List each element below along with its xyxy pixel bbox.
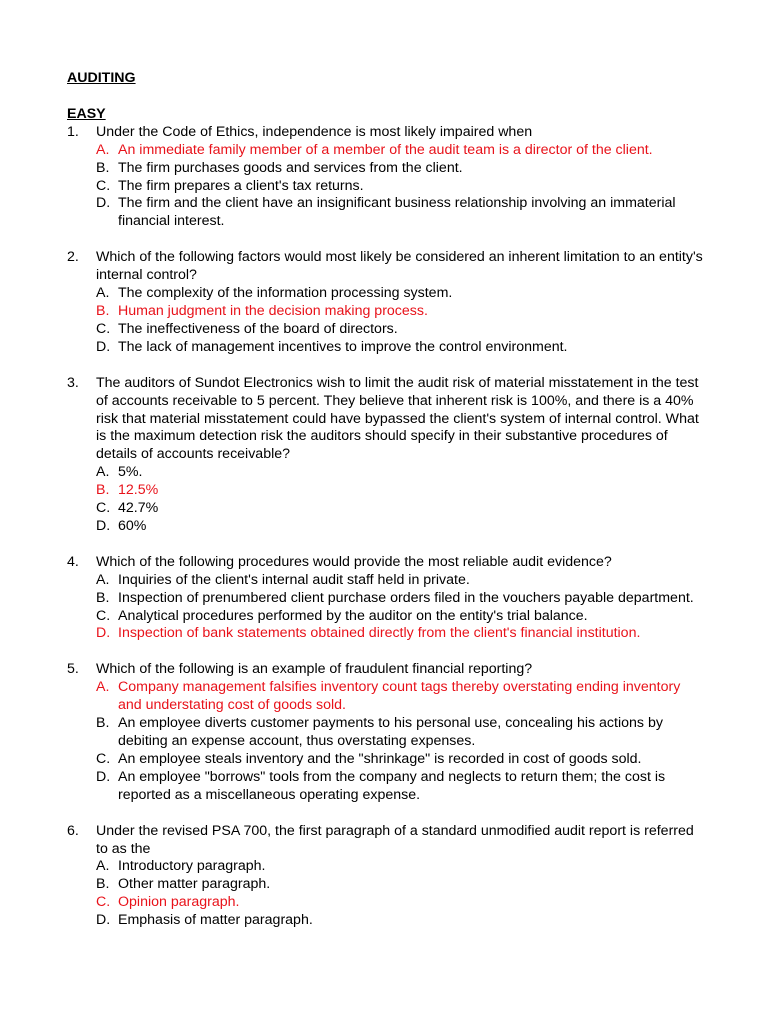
question-number: 5.	[67, 661, 79, 678]
question-item	[67, 554, 707, 644]
option-letter: B.	[96, 589, 110, 606]
answer-option	[96, 518, 707, 536]
option-text: Inspection of bank statements obtained directly from the client's financial institution.	[118, 625, 641, 642]
answer-options	[96, 858, 707, 930]
option-text: An employee "borrows" tools from the company and neglects to return them; the cost is reported as a miscellaneous operating expense.	[118, 768, 666, 803]
question-item	[67, 823, 707, 930]
option-text: The firm prepares a client's tax returns.	[118, 177, 364, 194]
option-text: An employee diverts customer payments to his personal use, concealing his actions by debiting an expense account, thus overstating expenses.	[118, 715, 663, 749]
option-letter: D.	[96, 195, 111, 212]
option-letter: C.	[96, 750, 111, 767]
answer-option	[96, 912, 707, 930]
option-text: 5%.	[118, 464, 143, 481]
answer-option	[96, 769, 707, 805]
option-letter: B.	[96, 876, 110, 893]
answer-option	[96, 590, 707, 608]
answer-option	[96, 500, 707, 518]
option-letter: C.	[96, 607, 111, 624]
answer-option-correct	[96, 679, 707, 715]
answer-option	[96, 178, 707, 196]
question-text: The auditors of Sundot Electronics wish to limit the audit risk of material misstatement in the test of accounts receivable to 5 percent. They believe that inherent risk is 100%, and there is a 40% risk that material misstatement could have bypassed the client's system of internal control. What is the maximum detection risk the auditors should specify in their substantive procedures of details of accounts receivable?	[96, 374, 699, 463]
question-number: 3.	[67, 374, 79, 391]
option-text: Company management falsifies inventory count tags thereby overstating ending inventory and understating cost of goods sold.	[118, 679, 681, 714]
option-letter: C.	[96, 500, 111, 517]
answer-option	[96, 608, 707, 626]
option-text: Opinion paragraph.	[118, 894, 240, 911]
option-text: The ineffectiveness of the board of directors.	[118, 320, 398, 337]
question-list	[67, 124, 707, 930]
option-text: The complexity of the information processing system.	[118, 285, 453, 302]
option-text: Introductory paragraph.	[118, 858, 266, 875]
answer-options	[96, 572, 707, 644]
option-text: 42.7%	[118, 500, 159, 517]
question-text: Which of the following is an example of fraudulent financial reporting?	[96, 661, 533, 678]
option-letter: A.	[96, 285, 110, 302]
option-letter: A.	[96, 858, 110, 875]
answer-option	[96, 751, 707, 769]
answer-option	[96, 195, 707, 231]
option-letter: D.	[96, 625, 111, 642]
question-item	[67, 249, 707, 356]
option-letter: C.	[96, 320, 111, 337]
option-letter: A.	[96, 571, 110, 588]
option-letter: C.	[96, 177, 111, 194]
option-letter: A.	[96, 464, 110, 481]
option-letter: B.	[96, 482, 110, 499]
answer-option	[96, 160, 707, 178]
answer-option	[96, 858, 707, 876]
answer-option	[96, 285, 707, 303]
question-text: Under the Code of Ethics, independence is most likely impaired when	[96, 123, 533, 140]
question-item	[67, 375, 707, 536]
option-text: Other matter paragraph.	[118, 876, 271, 893]
option-text: An immediate family member of a member of the audit team is a director of the client.	[118, 141, 653, 158]
option-text: 12.5%	[118, 482, 159, 499]
option-text: The lack of management incentives to improve the control environment.	[118, 338, 568, 355]
question-text: Which of the following procedures would provide the most reliable audit evidence?	[96, 553, 612, 570]
answer-option-correct	[96, 625, 707, 643]
section-heading: EASY	[67, 105, 106, 122]
question-text: Under the revised PSA 700, the first paragraph of a standard unmodified audit report is referred to as the	[96, 822, 694, 857]
answer-option	[96, 572, 707, 590]
option-text: 60%	[118, 517, 147, 534]
question-number: 2.	[67, 249, 79, 266]
answer-option-correct	[96, 894, 707, 912]
option-letter: D.	[96, 912, 111, 929]
option-text: The firm and the client have an insignificant business relationship involving an immaterial financial interest.	[118, 195, 676, 230]
answer-options	[96, 142, 707, 232]
option-text: Emphasis of matter paragraph.	[118, 912, 313, 929]
answer-option	[96, 339, 707, 357]
document-title: AUDITING	[67, 70, 136, 86]
question-item	[67, 661, 707, 804]
question-number: 6.	[67, 822, 79, 839]
answer-option-correct	[96, 303, 707, 321]
answer-options	[96, 679, 707, 804]
option-text: The firm purchases goods and services from the client.	[118, 159, 463, 176]
option-letter: B.	[96, 159, 110, 176]
option-letter: C.	[96, 894, 111, 911]
option-text: Inspection of prenumbered client purchase orders filed in the vouchers payable department.	[118, 589, 694, 606]
question-number: 1.	[67, 123, 79, 140]
option-letter: A.	[96, 141, 110, 158]
option-letter: A.	[96, 679, 110, 696]
option-text: Human judgment in the decision making process.	[118, 302, 428, 319]
answer-option-correct	[96, 142, 707, 160]
option-text: Analytical procedures performed by the auditor on the entity's trial balance.	[118, 607, 588, 624]
question-text: Which of the following factors would most likely be considered an inherent limitation to an entity's internal control?	[96, 249, 703, 284]
answer-option	[96, 321, 707, 339]
answer-options	[96, 464, 707, 536]
option-letter: D.	[96, 517, 111, 534]
answer-option	[96, 876, 707, 894]
answer-option-correct	[96, 482, 707, 500]
answer-option	[96, 715, 707, 751]
option-text: An employee steals inventory and the "shrinkage" is recorded in cost of goods sold.	[118, 750, 642, 767]
answer-options	[96, 285, 707, 357]
option-letter: D.	[96, 768, 111, 785]
answer-option	[96, 464, 707, 482]
option-letter: D.	[96, 338, 111, 355]
option-text: Inquiries of the client's internal audit staff held in private.	[118, 571, 470, 588]
question-item	[67, 124, 707, 231]
option-letter: B.	[96, 715, 110, 732]
option-letter: B.	[96, 302, 110, 319]
question-number: 4.	[67, 553, 79, 570]
